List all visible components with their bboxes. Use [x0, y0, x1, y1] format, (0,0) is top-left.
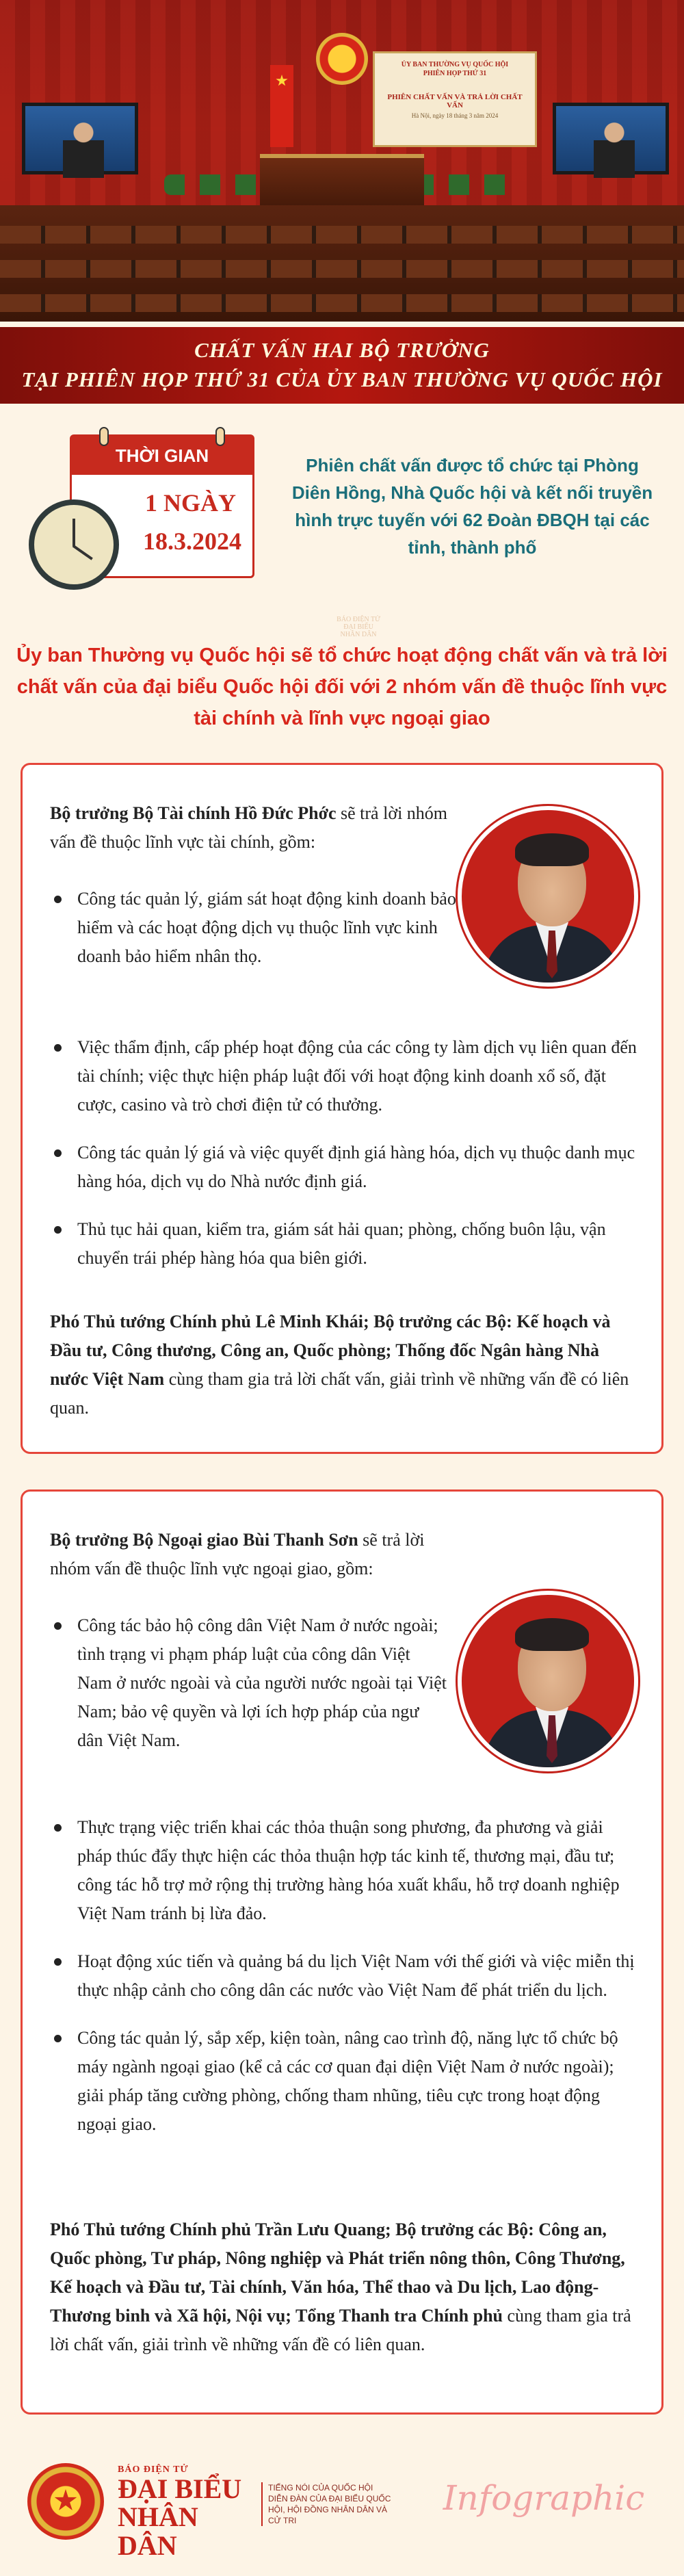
foreign-minister: Bộ trưởng Bộ Ngoại giao Bùi Thanh Sơn [50, 1530, 358, 1550]
time-description: Phiên chất vấn được tổ chức tại Phòng Diên Hồng, Nhà Quốc hội và kết nối truyền hình trực tuyến với 62 Đoàn ĐBQH tại các tỉnh, thành phố [291, 455, 653, 558]
foreign-minister-avatar [458, 1591, 638, 1771]
list-item: Hoạt động xúc tiến và quảng bá du lịch Việt Nam với thế giới và việc miễn thị thực nhập cảnh cho công dân các nước vào Việt Nam để phát triển du lịch. [77, 1947, 638, 2005]
screen-person [63, 120, 104, 178]
finance-lead [50, 799, 453, 857]
list-item: Công tác bảo hộ công dân Việt Nam ở nước ngoài; tình trạng vi phạm pháp luật của công dân Việt Nam ở nước ngoài và của người nước ngoài tại Việt Nam; bảo vệ quyền và lợi ích hợp pháp của ngư dân Việt Nam. [77, 1611, 447, 1755]
brand-tagline: TIẾNG NÓI CỦA QUỐC HỘI DIỄN ĐÀN CỦA ĐẠI BIỂU QUỐC HỘI, HỘI ĐỒNG NHÂN DÂN VÀ CỬ TRI [261, 2482, 391, 2526]
list-item: Thực trạng việc triển khai các thỏa thuận song phương, đa phương và giải pháp thúc đẩy thực hiện các thỏa thuận hợp tác kinh tế, thương mại, đầu tư; công tác hỗ trợ mở rộng thị trường hàng hóa xuất khẩu, hỗ trợ doanh nghiệp Việt Nam tránh bị lừa đảo. [77, 1813, 638, 1928]
foreign-closing-text: cùng tham gia trả lời chất vấn, giải trình về những vấn đề có liên quan. [50, 2306, 631, 2354]
hall-screen-right [553, 103, 669, 174]
list-item: Công tác quản lý, giám sát hoạt động kinh doanh bảo hiểm và các hoạt động dịch vụ thuộc lĩnh vực kinh doanh bảo hiểm nhân thọ. [77, 885, 460, 971]
footer [0, 2444, 684, 2576]
finance-closing-bold: Phó Thủ tướng Chính phủ Lê Minh Khái; Bộ trưởng các Bộ: Kế hoạch và Đầu tư, Công thương, Công an, Quốc phòng; Thống đốc Ngân hàng Nhà nước Việt Nam [50, 1312, 611, 1389]
clock-icon [29, 499, 119, 590]
foreign-card [21, 1489, 663, 2415]
list-item: Công tác quản lý giá và việc quyết định giá hàng hóa, dịch vụ thuộc danh mục hàng hóa, dịch vụ do Nhà nước định giá. [77, 1139, 638, 1196]
time-graphic [29, 434, 254, 599]
brand-line-2: NHÂN DÂN [118, 2501, 198, 2561]
banner-line-2: PHIÊN HỌP THỨ 31 [423, 70, 487, 77]
time-duration: 1 NGÀY [145, 489, 236, 517]
finance-closing-text: cùng tham gia trả lời chất vấn, giải trình về những vấn đề có liên quan. [50, 1369, 629, 1418]
banner-line-4: Hà Nội, ngày 18 tháng 3 năm 2024 [411, 112, 499, 119]
foreign-closing-bold: Phó Thủ tướng Chính phủ Trần Lưu Quang; Bộ trưởng các Bộ: Công an, Quốc phòng, Tư pháp, Nông nghiệp và Phát triển nông thôn, Công Thương, Kế hoạch và Đầu tư, Tài chính, Văn hóa, Thể thao và Du lịch, Lao động-Thương binh và Xã hội, Nội vụ; Tổng Thanh tra Chính phủ [50, 2220, 625, 2326]
foreign-lead [50, 1526, 453, 1583]
banner-line-1: ỦY BAN THƯỜNG VỤ QUỐC HỘI [401, 61, 509, 68]
brand-logo[interactable] [118, 2464, 254, 2560]
foreign-lead-text: sẽ trả lời nhóm vấn đề thuộc lĩnh vực ngoại giao, gồm: [50, 1530, 425, 1578]
party-flag-icon [270, 65, 293, 147]
list-item: Việc thẩm định, cấp phép hoạt động của các công ty làm dịch vụ liên quan đến tài chính; việc thực hiện pháp luật đối với hoạt động kinh doanh xổ số, đặt cược, casino và trò chơi điện tử có thưởng. [77, 1033, 638, 1119]
watermark: BÁO ĐIỆN TỬ ĐẠI BIỂU NHÂN DÂN [337, 616, 380, 638]
list-item: Thủ tục hải quan, kiểm tra, giám sát hải quan; phòng, chống buôn lậu, vận chuyển trái phép hàng hóa qua biên giới. [77, 1215, 638, 1273]
seat-row [0, 294, 684, 312]
finance-minister-avatar [458, 806, 638, 987]
brand-line-1: ĐẠI BIỂU [118, 2473, 242, 2504]
page-title [0, 327, 684, 404]
list-item: Công tác quản lý, sắp xếp, kiện toàn, nâng cao trình độ, năng lực tổ chức bộ máy ngành ngoại giao (kể cả các cơ quan đại diện Việt Nam ở nước ngoài); giải pháp tăng cường phòng, chống tham nhũng, tiêu cực trong hoạt động ngoại giao. [77, 2024, 638, 2139]
finance-list-2 [77, 1033, 638, 1292]
time-label: THỜI GIAN [72, 437, 252, 475]
hall-screen-left [22, 103, 138, 174]
banner-line-3: PHIÊN CHẤT VẤN VÀ TRẢ LỜI CHẤT VẤN [387, 93, 523, 109]
finance-list [77, 885, 460, 990]
seat-row [0, 226, 684, 244]
seat-row [0, 260, 684, 278]
infographic-label: Infographic [443, 2478, 645, 2518]
intro-text: Ủy ban Thường vụ Quốc hội sẽ tổ chức hoạt động chất vấn và trả lời chất vấn của đại biểu Quốc hội đối với 2 nhóm vấn đề thuộc lĩnh vực tài chính và lĩnh vực ngoại giao [16, 645, 668, 729]
title-line-2: TẠI PHIÊN HỌP THỨ 31 CỦA ỦY BAN THƯỜNG VỤ QUỐC HỘI [21, 367, 663, 391]
hall-banner [373, 51, 537, 147]
finance-card [21, 763, 663, 1454]
title-line-1: CHẤT VẤN HAI BỘ TRƯỞNG [194, 338, 490, 362]
hall-floor [0, 205, 684, 322]
finance-minister: Bộ trưởng Bộ Tài chính Hồ Đức Phớc [50, 803, 337, 823]
emblem-logo-icon [27, 2463, 104, 2540]
foreign-list [77, 1611, 447, 1774]
finance-lead-text: sẽ trả lời nhóm vấn đề thuộc lĩnh vực tài chính, gồm: [50, 803, 448, 852]
foreign-list-2 [77, 1813, 638, 2158]
brand-small: BÁO ĐIỆN TỬ [118, 2464, 189, 2475]
time-date: 18.3.2024 [143, 528, 241, 555]
screen-person [594, 120, 635, 178]
hero-image [0, 0, 684, 322]
national-emblem-icon [316, 33, 368, 85]
foreign-closing [50, 2215, 638, 2359]
finance-closing [50, 1307, 638, 1422]
